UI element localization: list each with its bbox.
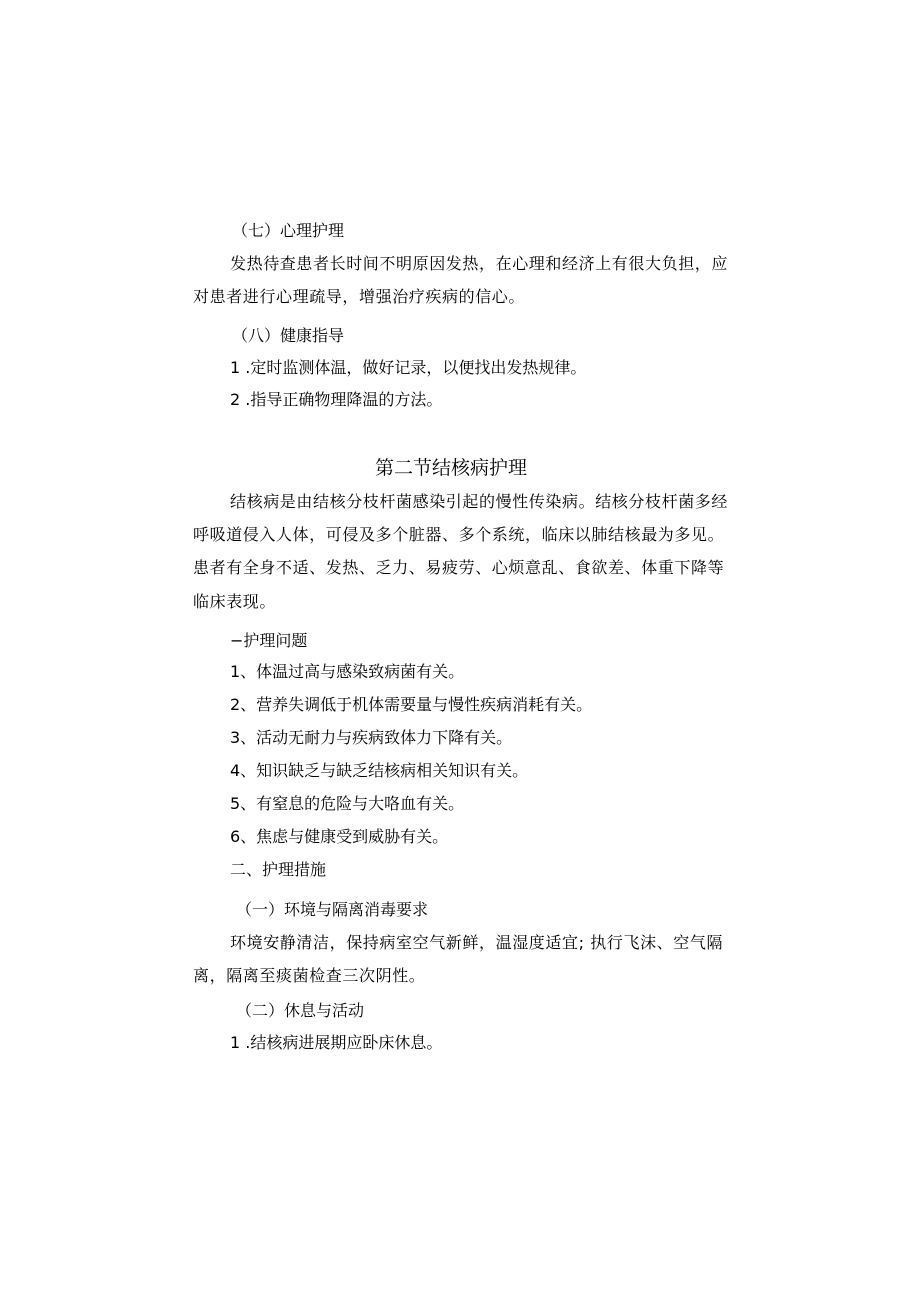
list-item: 4、知识缺乏与缺乏结核病相关知识有关。 [230,761,529,780]
list-item: 1 .定时监测体温，做好记录，以便找出发热规律。 [230,358,587,377]
list-item: 3、活动无耐力与疾病致体力下降有关。 [230,728,513,747]
section-heading-nursing-measures: 二、护理措施 [230,860,327,879]
chapter-title: 第二节结核病护理 [375,457,528,479]
paragraph-line: 环境安静清洁，保持病室空气新鲜，温湿度适宜; 执行飞沫、空气隔 [230,933,724,952]
list-item: 1 .结核病进展期应卧床休息。 [230,1033,443,1052]
paragraph-line: 临床表现。 [193,592,277,611]
paragraph-line: 离，隔离至痰菌检查三次阴性。 [193,966,426,985]
paragraph-line: 发热待查患者长时间不明原因发热，在心理和经济上有很大负担，应 [230,254,729,273]
section-heading-health-guidance: （八）健康指导 [232,326,345,345]
list-item: 2、营养失调低于机体需要量与慢性疾病消耗有关。 [230,695,593,714]
section-heading-psychological-care: （七）心理护理 [232,221,345,240]
paragraph-line: 呼吸道侵入人体，可侵及多个脏器、多个系统，临床以肺结核最为多见。 [193,525,725,544]
paragraph-line: 对患者进行心理疏导，增强治疗疾病的信心。 [193,287,526,306]
subsection-heading-rest-activity: （二）休息与活动 [236,1001,365,1020]
list-item: 1、体温过高与感染致病菌有关。 [230,662,465,681]
paragraph-line: 患者有全身不适、发热、乏力、易疲劳、心烦意乱、食欲差、体重下降等 [193,558,725,577]
paragraph-line: 结核病是由结核分枝杆菌感染引起的慢性传染病。结核分枝杆菌多经 [230,492,729,511]
subsection-heading-environment: （一）环境与隔离消毒要求 [236,900,429,919]
section-heading-nursing-problems: −护理问题 [230,631,308,650]
list-item: 6、焦虑与健康受到威胁有关。 [230,827,449,846]
list-item: 5、有窒息的危险与大咯血有关。 [230,794,465,813]
list-item: 2 .指导正确物理降温的方法。 [230,390,443,409]
